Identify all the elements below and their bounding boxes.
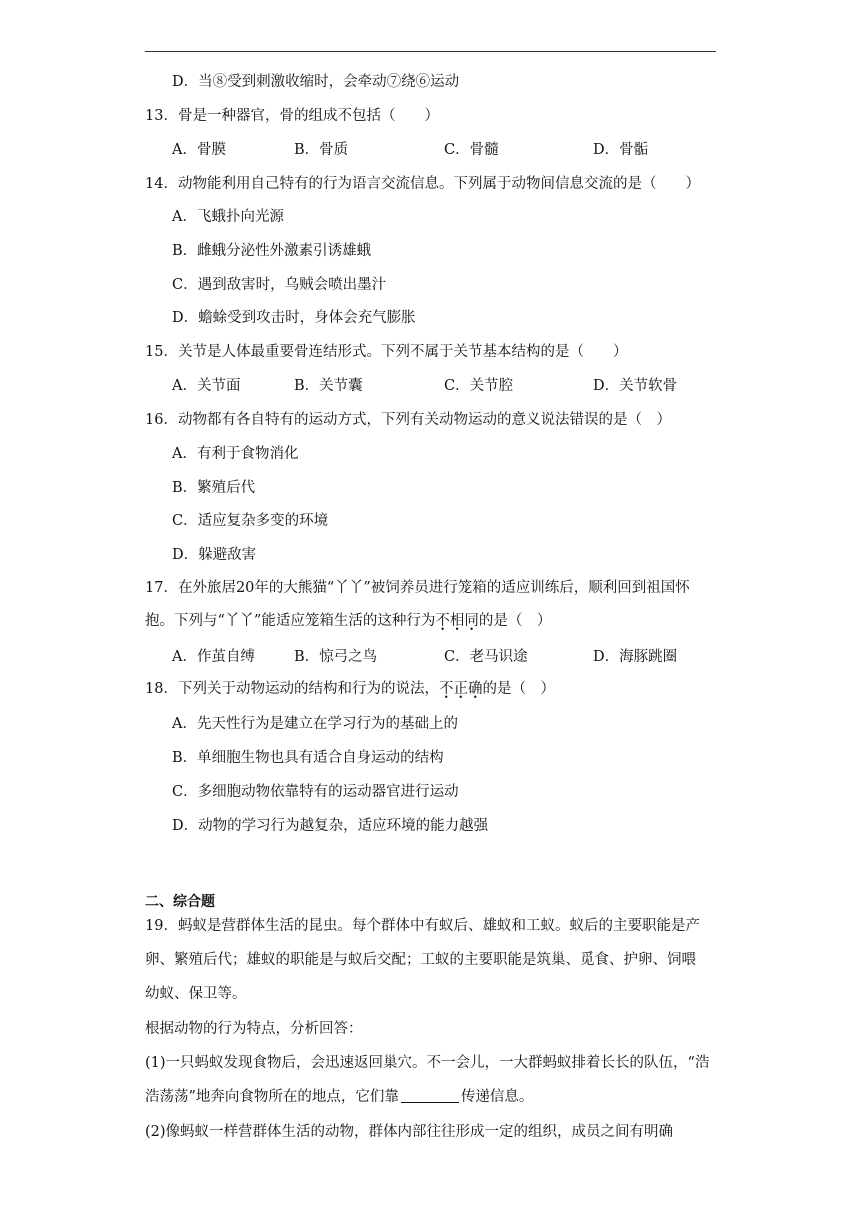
q15-stem: 15．关节是人体最重要骨连结形式。下列不属于关节基本结构的是（ ） <box>145 344 628 360</box>
emphasis-char: 确 <box>467 681 483 697</box>
q16-stem: 16．动物都有各自特有的运动方式，下列有关动物运动的意义说法错误的是（ ） <box>145 412 671 428</box>
q19-sub1-text: 传递信息。 <box>460 1089 534 1105</box>
emphasis-char: 同 <box>464 613 479 629</box>
q13-option-a: A．骨膜 <box>172 142 226 158</box>
q12-option-d: D．当⑧受到刺激收缩时，会牵动⑦绕⑥运动 <box>172 74 460 90</box>
q19-sub1-line1: (1)一只蚂蚁发现食物后，会迅速返回巢穴。不一会儿，一大群蚂蚁排着长长的队伍，“浩 <box>145 1055 710 1071</box>
q13-option-b: B．骨质 <box>294 142 349 158</box>
q15-option-a: A．关节面 <box>172 378 241 394</box>
header-rule <box>145 51 716 52</box>
q18-option-a: A．先天性行为是建立在学习行为的基础上的 <box>172 716 458 732</box>
q17-stem-text: 抱。下列与“丫丫”能适应笼箱生活的这种行为 <box>145 613 436 629</box>
q14-option-a: A．飞蛾扑向光源 <box>172 209 284 225</box>
q16-option-d: D．躲避敌害 <box>172 547 257 563</box>
q18-option-b: B．单细胞生物也具有适合自身运动的结构 <box>172 750 444 766</box>
q15-option-c: C．关节腔 <box>444 378 514 394</box>
q14-stem: 14．动物能利用自己特有的行为语言交流信息。下列属于动物间信息交流的是（ ） <box>145 176 700 192</box>
q17-stem-line2 <box>145 611 551 631</box>
emphasis-char: 不 <box>438 681 454 697</box>
q14-option-b: B．雌蛾分泌性外激素引诱雄蛾 <box>172 243 372 259</box>
emphasis-char: 正 <box>453 681 468 697</box>
q18-option-c: C．多细胞动物依靠特有的运动器官进行运动 <box>172 784 459 800</box>
q18-stem-text: 的是（ ） <box>482 681 555 697</box>
q17-stem-text: 的是（ ） <box>478 613 552 629</box>
answer-blank[interactable] <box>401 1088 459 1103</box>
q13-stem: 13．骨是一种器官，骨的组成不包括（ ） <box>145 108 439 124</box>
q17-option-a: A．作茧自缚 <box>172 649 255 665</box>
q17-option-b: B．惊弓之鸟 <box>294 649 378 665</box>
q13-option-c: C．骨髓 <box>444 142 499 158</box>
q16-option-c: C．适应复杂多变的环境 <box>172 513 329 529</box>
q16-option-b: B．繁殖后代 <box>172 480 256 496</box>
section-title: 二、综合题 <box>145 894 215 910</box>
q19-paragraph-line1: 19．蚂蚁是营群体生活的昆虫。每个群体中有蚁后、雄蚁和工蚁。蚁后的主要职能是产 <box>145 918 700 934</box>
emphasis-char: 相 <box>449 613 465 629</box>
q16-option-a: A．有利于食物消化 <box>172 446 299 462</box>
q18-option-d: D．动物的学习行为越复杂，适应环境的能力越强 <box>172 818 489 834</box>
q13-option-d: D．骨骺 <box>593 142 649 158</box>
q14-option-d: D．蟾蜍受到攻击时，身体会充气膨胀 <box>172 310 416 326</box>
emphasis-char: 不 <box>435 613 450 629</box>
q18-stem-text: 18．下列关于动物运动的结构和行为的说法， <box>145 681 439 697</box>
q15-option-d: D．关节软骨 <box>593 378 678 394</box>
q17-stem-line1: 17．在外旅居20年的大熊猫“丫丫”被饲养员进行笼箱的适应训练后，顺利回到祖国怀 <box>145 580 690 596</box>
q19-sub1-text: 浩荡荡”地奔向食物所在的地点，它们靠 <box>145 1089 399 1105</box>
q17-option-d: D．海豚跳圈 <box>593 649 678 665</box>
q19-paragraph-line2: 卵、繁殖后代；雄蚁的职能是与蚁后交配；工蚁的主要职能是筑巢、觅食、护卵、饲喂 <box>145 952 696 968</box>
q19-instruction: 根据动物的行为特点，分析回答： <box>145 1021 363 1037</box>
q14-option-c: C．遇到敌害时，乌贼会喷出墨汁 <box>172 277 387 293</box>
q18-stem <box>145 679 555 699</box>
q15-option-b: B．关节囊 <box>294 378 363 394</box>
q19-paragraph-line3: 幼蚁、保卫等。 <box>145 986 247 1002</box>
q19-sub1-line2 <box>145 1087 533 1107</box>
q19-sub2-line1: (2)像蚂蚁一样营群体生活的动物，群体内部往往形成一定的组织，成员之间有明确 <box>145 1124 674 1140</box>
q17-option-c: C．老马识途 <box>444 649 528 665</box>
